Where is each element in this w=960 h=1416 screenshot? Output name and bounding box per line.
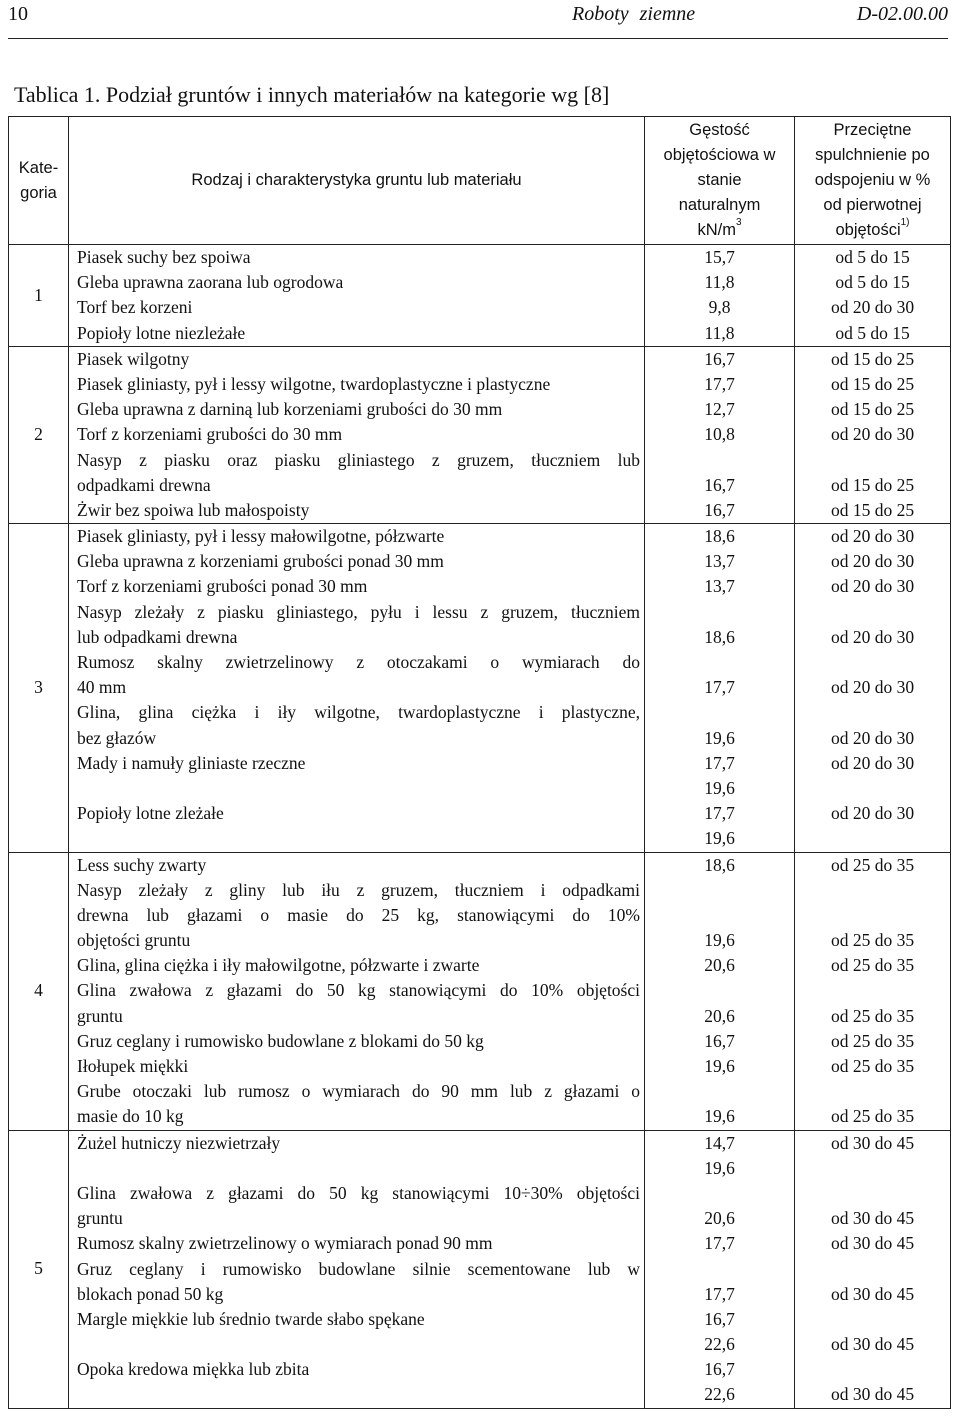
loosening-value	[795, 878, 950, 903]
density-value: 18,6	[704, 526, 735, 547]
material-line: Gruz ceglany i rumowisko budowlane silnie scementowane lub w	[77, 1258, 640, 1279]
density-value	[645, 600, 794, 625]
loosening-value	[795, 1156, 950, 1181]
material-line: Piasek suchy bez spoiwa	[77, 247, 251, 267]
density-value	[645, 1181, 794, 1206]
loosening-value: od 15 do 25	[830, 399, 915, 420]
loosening-value: od 30 do 45	[830, 1384, 915, 1405]
density-value: 16,7	[704, 348, 735, 369]
loosening-values	[795, 245, 951, 347]
header-spulchnienie: Przeciętne spulchnienie po odspojeniu w % od pierwotnej objętości$^{1)}$	[795, 117, 951, 245]
density-value: 12,7	[704, 399, 735, 420]
density-value: 20,6	[704, 1208, 735, 1229]
density-value: 20,6	[704, 955, 735, 976]
density-value	[645, 700, 794, 725]
category-row-3	[9, 524, 951, 852]
density-value: 20,6	[704, 1005, 735, 1026]
material-line: Glina zwałowa z głazami do 50 kg stanowiącymi 10÷30% objętości	[77, 1182, 640, 1203]
loosening-value: od 25 do 35	[830, 930, 915, 951]
loosening-value	[795, 903, 950, 928]
density-value: 22,6	[704, 1384, 735, 1405]
loosening-value: od 30 do 45	[830, 1208, 915, 1229]
material-line: Popioły lotne zleżałe	[77, 803, 224, 824]
density-value: 13,7	[704, 576, 735, 597]
header-rule	[8, 38, 948, 39]
category-row-5	[9, 1130, 951, 1408]
table-caption: Tablica 1. Podział gruntów i innych materiałów na kategorie wg [8]	[14, 82, 610, 107]
loosening-value: od 5 do 15	[835, 247, 910, 267]
density-value	[645, 978, 794, 1003]
density-value: 16,7	[704, 499, 735, 520]
loosening-value: od 20 do 30	[830, 727, 915, 748]
material-line: gruntu	[77, 1208, 123, 1229]
density-value: 17,7	[704, 1283, 735, 1304]
density-value	[645, 1079, 794, 1104]
material-line	[77, 1382, 640, 1407]
density-value: 16,7	[704, 1308, 735, 1329]
loosening-value	[795, 448, 950, 473]
loosening-value	[795, 1181, 950, 1206]
material-line: Glina, glina ciężka i iły wilgotne, twardoplastyczne i plastyczne,	[77, 702, 640, 723]
loosening-value	[795, 1079, 950, 1104]
loosening-value: od 5 do 15	[835, 322, 910, 343]
loosening-values	[795, 524, 951, 852]
loosening-value: od 20 do 30	[830, 677, 915, 698]
material-line: Grube otoczaki lub rumosz o wymiarach do 90 mm lub z głazami o	[77, 1081, 640, 1102]
material-line: Gruz ceglany i rumowisko budowlane z blokami do 50 kg	[77, 1030, 484, 1051]
density-value: 16,7	[704, 474, 735, 495]
loosening-value: od 25 do 35	[830, 1056, 915, 1076]
material-line: bez głazów	[77, 727, 157, 748]
density-value: 19,6	[704, 1106, 735, 1127]
loosening-value	[795, 600, 950, 625]
material-names	[69, 852, 645, 1130]
material-line: Żwir bez spoiwa lub małospoisty	[77, 499, 310, 520]
category-row-1	[9, 245, 951, 347]
material-line: Torf bez korzeni	[77, 297, 193, 318]
material-line: masie do 10 kg	[77, 1106, 184, 1127]
material-line: Opoka kredowa miękka lub zbita	[77, 1359, 310, 1380]
density-values	[645, 245, 795, 347]
material-line: Nasyp zleżały z piasku gliniastego, pyłu i lessu z gruzem, tłuczniem	[77, 601, 640, 622]
density-value	[645, 448, 794, 473]
loosening-value: od 25 do 35	[830, 1030, 915, 1051]
loosening-value: od 20 do 30	[830, 752, 915, 773]
density-value: 19,6	[704, 930, 735, 951]
soil-category-table	[8, 116, 951, 1409]
material-names	[69, 346, 645, 523]
header-gestosc: Gęstość objętościowa w stanie naturalnym $kN/m^3$	[645, 117, 795, 245]
material-line: Glina, glina ciężka i iły małowilgotne, półzwarte i zwarte	[77, 955, 480, 976]
density-value: 19,6	[704, 777, 735, 798]
material-line: Rumosz skalny zwietrzelinowy o wymiarach ponad 90 mm	[77, 1233, 493, 1254]
loosening-value: od 30 do 45	[830, 1132, 915, 1153]
material-line	[77, 1332, 640, 1357]
density-value: 19,6	[704, 828, 735, 849]
loosening-value: od 20 do 30	[830, 626, 915, 647]
material-line: Piasek gliniasty, pył i lessy wilgotne, twardoplastyczne i plastyczne	[77, 373, 551, 394]
table-body	[9, 245, 951, 1409]
material-line: Nasyp zleżały z gliny lub iłu z gruzem, tłuczniem i odpadkami	[77, 879, 640, 900]
density-value: 11,8	[704, 322, 735, 343]
material-line: Popioły lotne niezleżałe	[77, 322, 246, 343]
loosening-value: od 20 do 30	[830, 424, 915, 445]
density-value: 19,6	[704, 1157, 735, 1178]
density-value: 10,8	[704, 424, 735, 445]
material-line: Rumosz skalny zwietrzelinowy z otoczakami o wymiarach do	[77, 652, 640, 672]
density-value: 15,7	[704, 247, 735, 267]
density-value: 18,6	[704, 854, 735, 875]
density-value: 17,7	[704, 1233, 735, 1254]
material-line: Less suchy zwarty	[77, 854, 207, 875]
loosening-value: od 25 do 35	[830, 1005, 915, 1026]
loosening-value: od 20 do 30	[830, 576, 915, 597]
section-title: Roboty ziemne	[572, 3, 696, 25]
density-value: 16,7	[704, 1359, 735, 1380]
loosening-value	[795, 1357, 950, 1382]
material-line: blokach ponad 50 kg	[77, 1283, 224, 1304]
density-value	[645, 878, 794, 903]
material-line: Piasek gliniasty, pył i lessy małowilgotne, półzwarte	[77, 526, 445, 547]
loosening-value	[795, 1307, 950, 1332]
density-values	[645, 346, 795, 523]
loosening-value	[795, 826, 950, 851]
loosening-values	[795, 852, 951, 1130]
loosening-value: od 20 do 30	[830, 803, 915, 824]
material-line: Gleba uprawna zaorana lub ogrodowa	[77, 272, 344, 293]
density-value: 17,7	[704, 677, 735, 698]
loosening-value	[795, 1257, 950, 1282]
header-rodzaj: Rodzaj i charakterystyka gruntu lub materiału	[69, 117, 645, 245]
category-number: 5	[9, 1130, 69, 1408]
density-value: 22,6	[704, 1334, 735, 1355]
material-line: Mady i namuły gliniaste rzeczne	[77, 752, 306, 773]
loosening-value: od 20 do 30	[830, 551, 915, 572]
material-line: gruntu	[77, 1005, 123, 1026]
page-header	[0, 0, 960, 40]
loosening-value	[795, 776, 950, 801]
density-value: 19,6	[704, 1056, 735, 1076]
material-line	[77, 1156, 640, 1181]
document-code: D-02.00.00	[856, 3, 948, 25]
loosening-values	[795, 346, 951, 523]
material-line: Gleba uprawna z korzeniami grubości ponad 30 mm	[77, 551, 444, 572]
category-number: 2	[9, 346, 69, 523]
loosening-value: od 25 do 35	[830, 1106, 915, 1127]
header-kategoria: Kate- goria	[9, 117, 69, 245]
material-names	[69, 245, 645, 347]
loosening-value: od 15 do 25	[830, 474, 915, 495]
material-line: lub odpadkami drewna	[77, 626, 238, 647]
category-number: 1	[9, 245, 69, 347]
loosening-value: od 30 do 45	[830, 1283, 915, 1304]
density-value: 19,6	[704, 727, 735, 748]
loosening-value: od 30 do 45	[830, 1233, 915, 1254]
loosening-value: od 15 do 25	[830, 348, 915, 369]
density-value	[645, 903, 794, 928]
material-line: Margle miękkie lub średnio twarde słabo spękane	[77, 1308, 425, 1329]
loosening-value: od 25 do 35	[830, 854, 915, 875]
material-line: objętości gruntu	[77, 930, 191, 951]
material-line	[77, 826, 640, 851]
material-line: drewna lub głazami o masie do 25 kg, stanowiącymi do 10%	[77, 904, 640, 925]
density-values	[645, 524, 795, 852]
material-line: odpadkami drewna	[77, 474, 211, 495]
material-line	[77, 776, 640, 801]
loosening-value: od 30 do 45	[830, 1334, 915, 1355]
loosening-value: od 20 do 30	[830, 297, 915, 318]
category-row-4	[9, 852, 951, 1130]
category-row-2	[9, 346, 951, 523]
density-value: 14,7	[704, 1132, 735, 1153]
material-line: Piasek wilgotny	[77, 348, 190, 369]
material-line: Torf z korzeniami grubości ponad 30 mm	[77, 576, 368, 597]
material-line: Gleba uprawna z darniną lub korzeniami grubości do 30 mm	[77, 399, 503, 420]
category-number: 4	[9, 852, 69, 1130]
material-line: 40 mm	[77, 677, 127, 698]
loosening-value: od 25 do 35	[830, 955, 915, 976]
material-line: Iłołupek miękki	[77, 1056, 189, 1076]
density-value: 17,7	[704, 373, 735, 394]
loosening-value	[795, 650, 950, 675]
table-header-row	[9, 117, 951, 245]
category-number: 3	[9, 524, 69, 852]
density-value: 9,8	[708, 297, 731, 318]
material-names	[69, 524, 645, 852]
density-values	[645, 852, 795, 1130]
material-line: Torf z korzeniami grubości do 30 mm	[77, 424, 343, 445]
loosening-value	[795, 700, 950, 725]
density-value: 11,8	[704, 272, 735, 293]
page-number: 10	[8, 3, 28, 25]
loosening-value: od 20 do 30	[830, 526, 915, 547]
loosening-value: od 15 do 25	[830, 373, 915, 394]
material-line: Żużel hutniczy niezwietrzały	[77, 1132, 281, 1153]
density-value	[645, 1257, 794, 1282]
density-values	[645, 1130, 795, 1408]
material-line: Nasyp z piasku oraz piasku gliniastego z gruzem, tłuczniem lub	[77, 449, 640, 470]
loosening-value: od 15 do 25	[830, 499, 915, 520]
density-value: 17,7	[704, 752, 735, 773]
density-value: 17,7	[704, 803, 735, 824]
material-names	[69, 1130, 645, 1408]
material-line: Glina zwałowa z głazami do 50 kg stanowiącymi do 10% objętości	[77, 980, 640, 1001]
density-value: 16,7	[704, 1030, 735, 1051]
loosening-values	[795, 1130, 951, 1408]
density-value: 18,6	[704, 626, 735, 647]
loosening-value	[795, 978, 950, 1003]
density-value: 13,7	[704, 551, 735, 572]
density-value	[645, 650, 794, 675]
loosening-value: od 5 do 15	[835, 272, 910, 293]
